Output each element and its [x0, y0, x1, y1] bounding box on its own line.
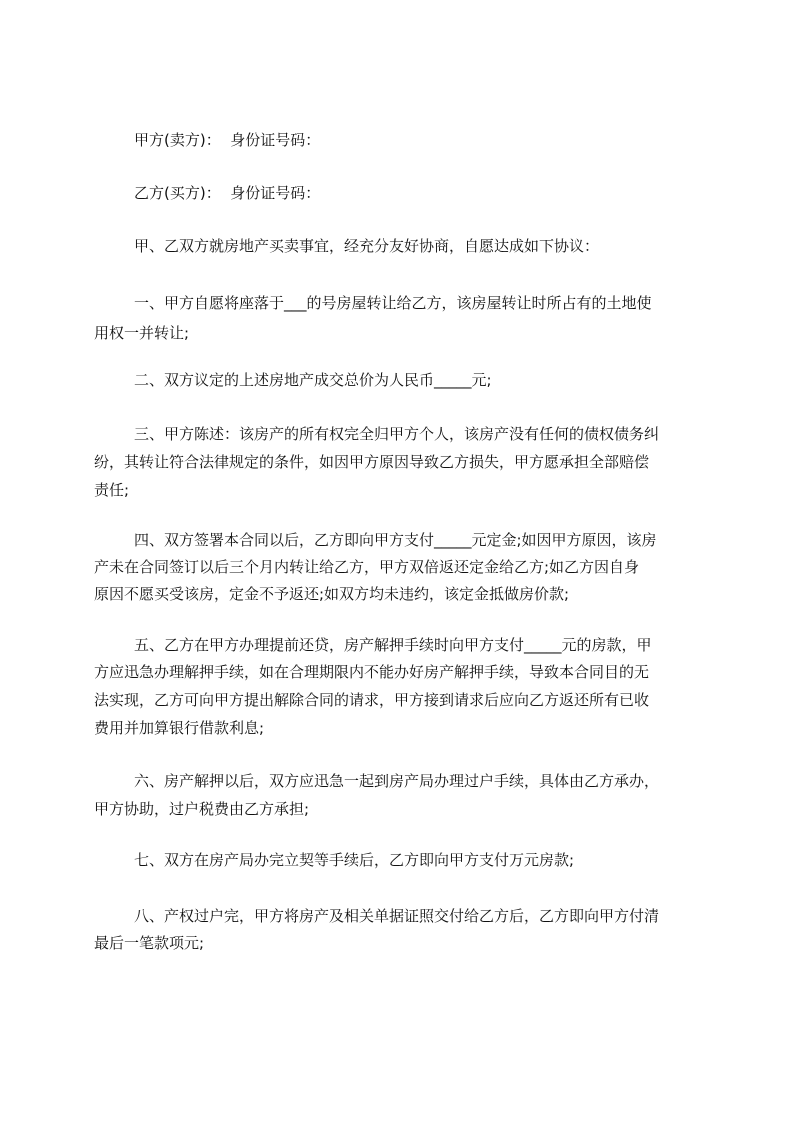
clause-1-line-2: 用权一并转让; [94, 324, 190, 342]
clause-8-line-2: 最后一笔款项元; [94, 934, 205, 952]
party-a-line: 甲方(卖方)： 身份证号码： [134, 131, 321, 149]
clause-5-line-3: 法实现，乙方可向甲方提出解除合同的请求，甲方接到请求后应向乙方返还所有已收 [94, 691, 650, 709]
intro-line: 甲、乙双方就房地产买卖事宜，经充分友好协商，自愿达成如下协议： [134, 237, 600, 255]
clause-4-line-3: 原因不愿买受该房，定金不予返还;如双方均未违约，该定金抵做房价款; [94, 585, 570, 603]
clause-5-line-2: 方应迅急办理解押手续，如在合理期限内不能办好房产解押手续，导致本合同目的无 [94, 663, 650, 681]
clause-7-line-1: 七、双方在房产局办完立契等手续后，乙方即向甲方支付万元房款; [134, 851, 575, 869]
clause-6-line-2: 甲方协助，过户税费由乙方承担; [94, 800, 310, 818]
clause-4-line-2: 产未在合同签订以后三个月内转让给乙方，甲方双倍返还定金给乙方;如乙方因自身 [94, 558, 640, 576]
clause-4-line-1: 四、双方签署本合同以后，乙方即向甲方支付_____元定金;如因甲方原因，该房 [134, 531, 657, 549]
clause-3-line-1: 三、甲方陈述：该房产的所有权完全归甲方个人，该房产没有任何的债权债务纠 [134, 425, 660, 443]
clause-1-line-1: 一、甲方自愿将座落于___的号房屋转让给乙方，该房屋转让时所占有的土地使 [134, 294, 652, 312]
clause-5-line-1: 五、乙方在甲方办理提前还贷，房产解押手续时向甲方支付_____元的房款，甲 [134, 636, 652, 654]
clause-3-line-3: 责任; [94, 481, 130, 499]
clause-5-line-4: 费用并加算银行借款利息; [94, 719, 265, 737]
clause-2-line-1: 二、双方议定的上述房地产成交总价为人民币_____元; [134, 371, 492, 389]
clause-3-line-2: 纷，其转让符合法律规定的条件，如因甲方原因导致乙方损失，甲方愿承担全部赔偿 [94, 453, 650, 471]
clause-8-line-1: 八、产权过户完，甲方将房产及相关单据证照交付给乙方后，乙方即向甲方付清 [134, 907, 660, 925]
clause-6-line-1: 六、房产解押以后，双方应迅急一起到房产局办理过户手续，具体由乙方承办， [134, 772, 660, 790]
party-b-line: 乙方(买方)： 身份证号码： [134, 184, 321, 202]
